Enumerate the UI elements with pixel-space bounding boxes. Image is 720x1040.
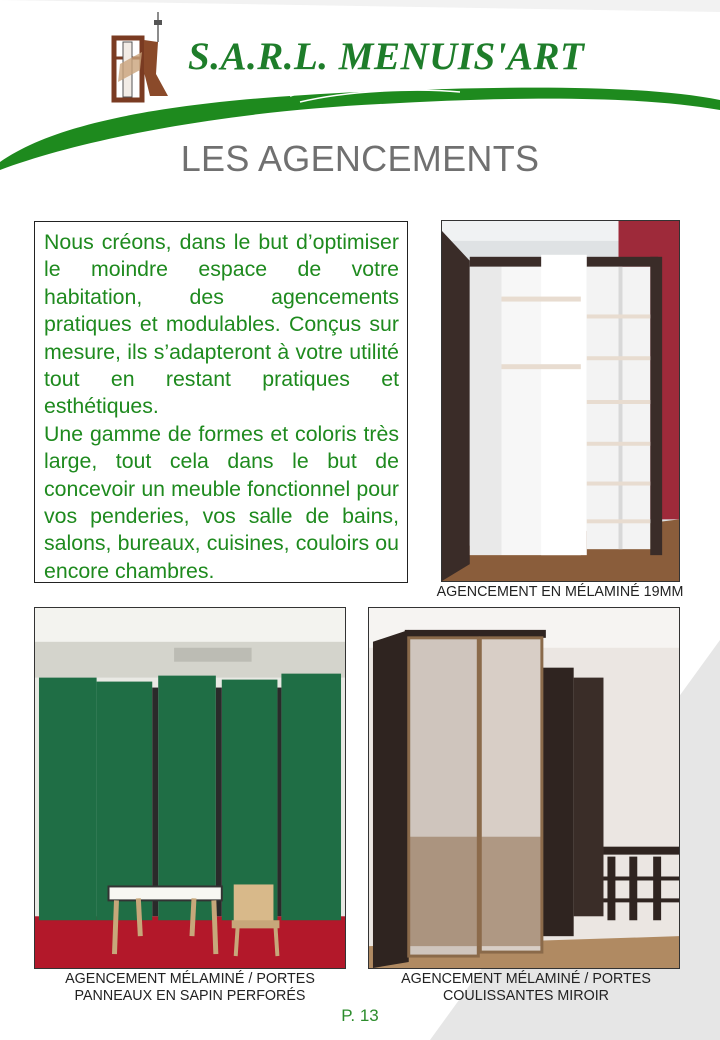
caption-line: PANNEAUX EN SAPIN PERFORÉS	[74, 988, 306, 1004]
intro-paragraph-2: Une gamme de formes et coloris très large, tout cela dans le but de concevoir un meuble fonctionnel pour vos penderies, vos salle de bains, salons, bureaux, cuisines, couloirs ou encore chambres.	[44, 421, 399, 583]
intro-text-box	[34, 221, 408, 583]
photo-perforated-panels	[34, 607, 346, 969]
caption-photo-1	[400, 584, 720, 602]
company-brand: S.A.R.L. MENUIS'ART	[188, 35, 585, 78]
caption-line: COULISSANTES MIROIR	[442, 988, 610, 1004]
caption-photo-2	[20, 971, 360, 1007]
caption-photo-3	[356, 971, 696, 1007]
page-number: P. 13	[341, 1006, 379, 1025]
caption-line: AGENCEMENT MÉLAMINÉ / PORTES	[65, 971, 315, 987]
caption-line: AGENCEMENT EN MÉLAMINÉ 19MM	[436, 584, 684, 600]
intro-paragraph-1: Nous créons, dans le but d’optimiser le moindre espace de votre habitation, des agencements pratiques et modulables. Conçus sur mesure, ils s’adapteront à votre utilité tout en restant pratiques et esthétiques.	[44, 230, 399, 419]
caption-line: AGENCEMENT MÉLAMINÉ / PORTES	[401, 971, 651, 987]
photo-mirror-wardrobe	[368, 607, 680, 969]
photo-melamine-shelving	[441, 220, 680, 582]
page-title: LES AGENCEMENTS	[180, 138, 540, 179]
